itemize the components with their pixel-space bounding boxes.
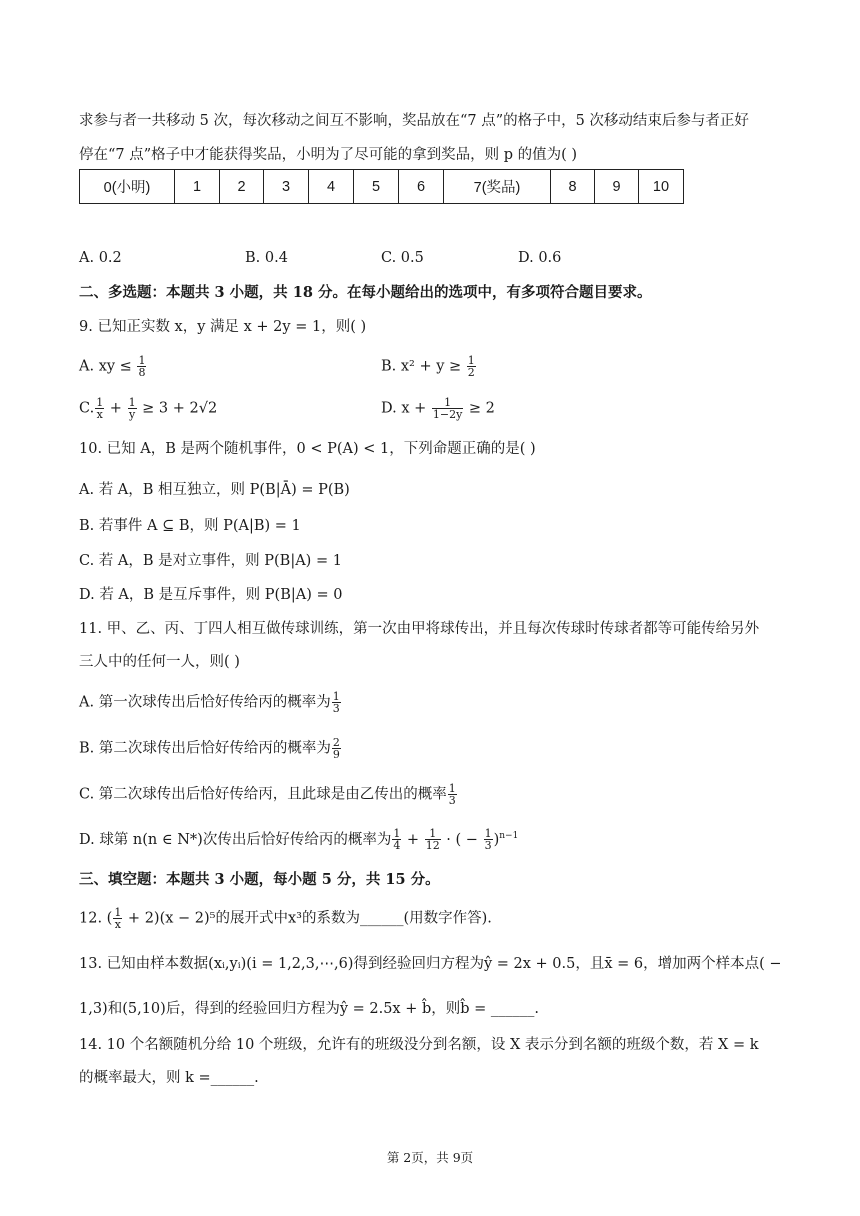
q11-d-plus: + [402, 831, 424, 848]
q11-a-num: 1 [332, 690, 340, 703]
q11-stem-line2: 三人中的任何一人，则( ) [79, 654, 240, 670]
q9-d-num: 1 [432, 397, 463, 409]
q11-b-fraction [332, 737, 341, 760]
q10-option-c: C. 若 A，B 是对立事件，则 P(B|A) = 1 [79, 553, 342, 569]
q11-stem-line1: 11. 甲、乙、丙、丁四人相互做传球训练，第一次由甲将球传出，并且每次传球时传球者都等可能传给另外 [79, 621, 760, 637]
board-cell: 1 [175, 170, 220, 204]
q14-line2: 的概率最大，则 k =______. [79, 1070, 259, 1086]
q11-d-num2: 1 [425, 828, 441, 840]
q11-d-fraction2 [425, 828, 441, 851]
q8-option-b: B. 0.4 [245, 250, 288, 266]
q12-num: 1 [114, 906, 122, 919]
q9-d-suffix: ≥ 2 [464, 400, 495, 417]
page-footer: 第 2页，共 9页 [386, 1150, 474, 1165]
q9-c-den2: y [128, 408, 136, 421]
section-heading-multi: 二、多选题：本题共 3 小题，共 18 分。在每小题给出的选项中，有多项符合题目要求。 [79, 284, 652, 301]
q9-b-num: 1 [467, 354, 475, 367]
section-heading-fill: 三、填空题：本题共 3 小题，每小题 5 分，共 15 分。 [79, 871, 440, 888]
q11-d-fraction3 [484, 828, 493, 851]
q9-stem: 9. 已知正实数 x，y 满足 x + 2y = 1，则( ) [79, 319, 367, 335]
q11-d-tail: ) [493, 831, 500, 848]
board-row [80, 170, 684, 204]
q12-stem [79, 907, 492, 930]
q11-option-d [79, 826, 518, 851]
q14-line1: 14. 10 个名额随机分给 10 个班级，允许有的班级没分到名额，设 X 表示分到名额的班级个数，若 X = k [79, 1037, 759, 1053]
q11-a-fraction [332, 691, 341, 714]
q11-option-c [79, 783, 458, 806]
q8-text-line2: 停在“7 点”格子中才能获得奖品，小明为了尽可能的拿到奖品，则 p 的值为( ) [79, 147, 578, 163]
q13-line2: 1,3)和(5,10)后，得到的经验回归方程为ŷ = 2.5x + b̂，则b̂ = ______. [79, 1001, 540, 1017]
q9-a-fraction [137, 355, 146, 378]
q8-option-d: D. 0.6 [518, 250, 562, 266]
board-cell: 5 [354, 170, 399, 204]
q9-c-prefix: C. [79, 400, 95, 417]
q9-b-den: 2 [467, 366, 475, 379]
q10-option-a: A. 若 A，B 相互独立，则 P(B|Ā) = P(B) [79, 482, 350, 498]
q11-c-text: C. 第二次球传出后恰好传给丙，且此球是由乙传出的概率 [79, 786, 447, 803]
q9-c-suffix: ≥ 3 + 2√2 [137, 400, 218, 417]
board-cell: 0(小明) [80, 170, 175, 204]
q12-post: + 2)(x − 2)⁵的展开式中x³的系数为______(用数字作答). [123, 910, 492, 927]
q11-d-den3: 3 [484, 839, 492, 853]
q9-c-plus: + [105, 400, 127, 417]
board-cell: 8 [551, 170, 595, 204]
q11-c-den: 3 [448, 794, 456, 807]
board-cell: 7(奖品) [444, 170, 551, 204]
q11-c-fraction [448, 783, 457, 806]
q11-d-num1: 1 [393, 827, 401, 841]
q11-d-den1: 4 [393, 839, 401, 853]
q9-a-den: 8 [138, 366, 146, 379]
q11-c-num: 1 [448, 782, 456, 795]
q9-b-prefix: B. x² + y ≥ [381, 358, 466, 375]
q11-d-text: D. 球第 n(n ∈ N*)次传出后恰好传给丙的概率为 [79, 831, 392, 848]
q9-option-a [79, 355, 147, 378]
q11-a-text: A. 第一次球传出后恰好传给丙的概率为 [79, 694, 331, 711]
q11-b-num: 2 [332, 736, 340, 749]
q9-c-fraction1 [95, 397, 104, 420]
q11-d-num3: 1 [484, 827, 492, 841]
q9-c-num1: 1 [96, 396, 104, 409]
q13-line1: 13. 已知由样本数据(xᵢ,yᵢ)(i = 1,2,3,⋯,6)得到经验回归方程为ŷ = 2x + 0.5，且x̄ = 6，增加两个样本点( − [79, 956, 782, 972]
board-cell: 6 [399, 170, 444, 204]
q9-option-c [79, 397, 217, 420]
q8-text-line1: 求参与者一共移动 5 次，每次移动之间互不影响，奖品放在“7 点”的格子中，5 次移动结束后参与者正好 [79, 113, 749, 129]
q9-c-num2: 1 [128, 396, 136, 409]
board-cell: 4 [309, 170, 354, 204]
q11-option-a [79, 691, 342, 714]
q12-fraction [113, 907, 122, 930]
q11-d-fraction1 [392, 828, 401, 851]
q11-option-b [79, 737, 342, 760]
board-cell: 2 [220, 170, 264, 204]
q8-option-c: C. 0.5 [381, 250, 424, 266]
q9-d-fraction [432, 397, 463, 420]
q12-den: x [114, 918, 121, 931]
q9-a-prefix: A. xy ≤ [79, 358, 137, 375]
q9-a-num: 1 [138, 354, 146, 367]
board-cell: 10 [639, 170, 684, 204]
q11-d-den2: 12 [425, 839, 440, 853]
q11-b-den: 9 [332, 748, 340, 761]
q9-c-fraction2 [128, 397, 137, 420]
q10-option-b: B. 若事件 A ⊆ B，则 P(A|B) = 1 [79, 518, 301, 534]
q9-option-b [381, 355, 477, 378]
q8-option-a: A. 0.2 [79, 250, 122, 266]
q10-stem: 10. 已知 A，B 是两个随机事件，0 < P(A) < 1，下列命题正确的是( ) [79, 441, 536, 457]
q9-d-prefix: D. x + [381, 400, 431, 417]
q9-c-den1: x [96, 408, 103, 421]
board-table [79, 169, 684, 204]
q11-d-exponent: n−1 [499, 831, 519, 841]
board-cell: 9 [595, 170, 639, 204]
q9-d-den: 1−2y [432, 408, 463, 421]
q9-b-fraction [467, 355, 476, 378]
q9-option-d [381, 397, 495, 420]
board-cell: 3 [264, 170, 309, 204]
q11-a-den: 3 [332, 702, 340, 715]
q10-option-d: D. 若 A，B 是互斥事件，则 P(B|A) = 0 [79, 587, 343, 603]
q12-pre: 12. ( [79, 910, 113, 927]
q11-b-text: B. 第二次球传出后恰好传给丙的概率为 [79, 740, 331, 757]
q11-d-mid: · ( − [441, 831, 483, 848]
